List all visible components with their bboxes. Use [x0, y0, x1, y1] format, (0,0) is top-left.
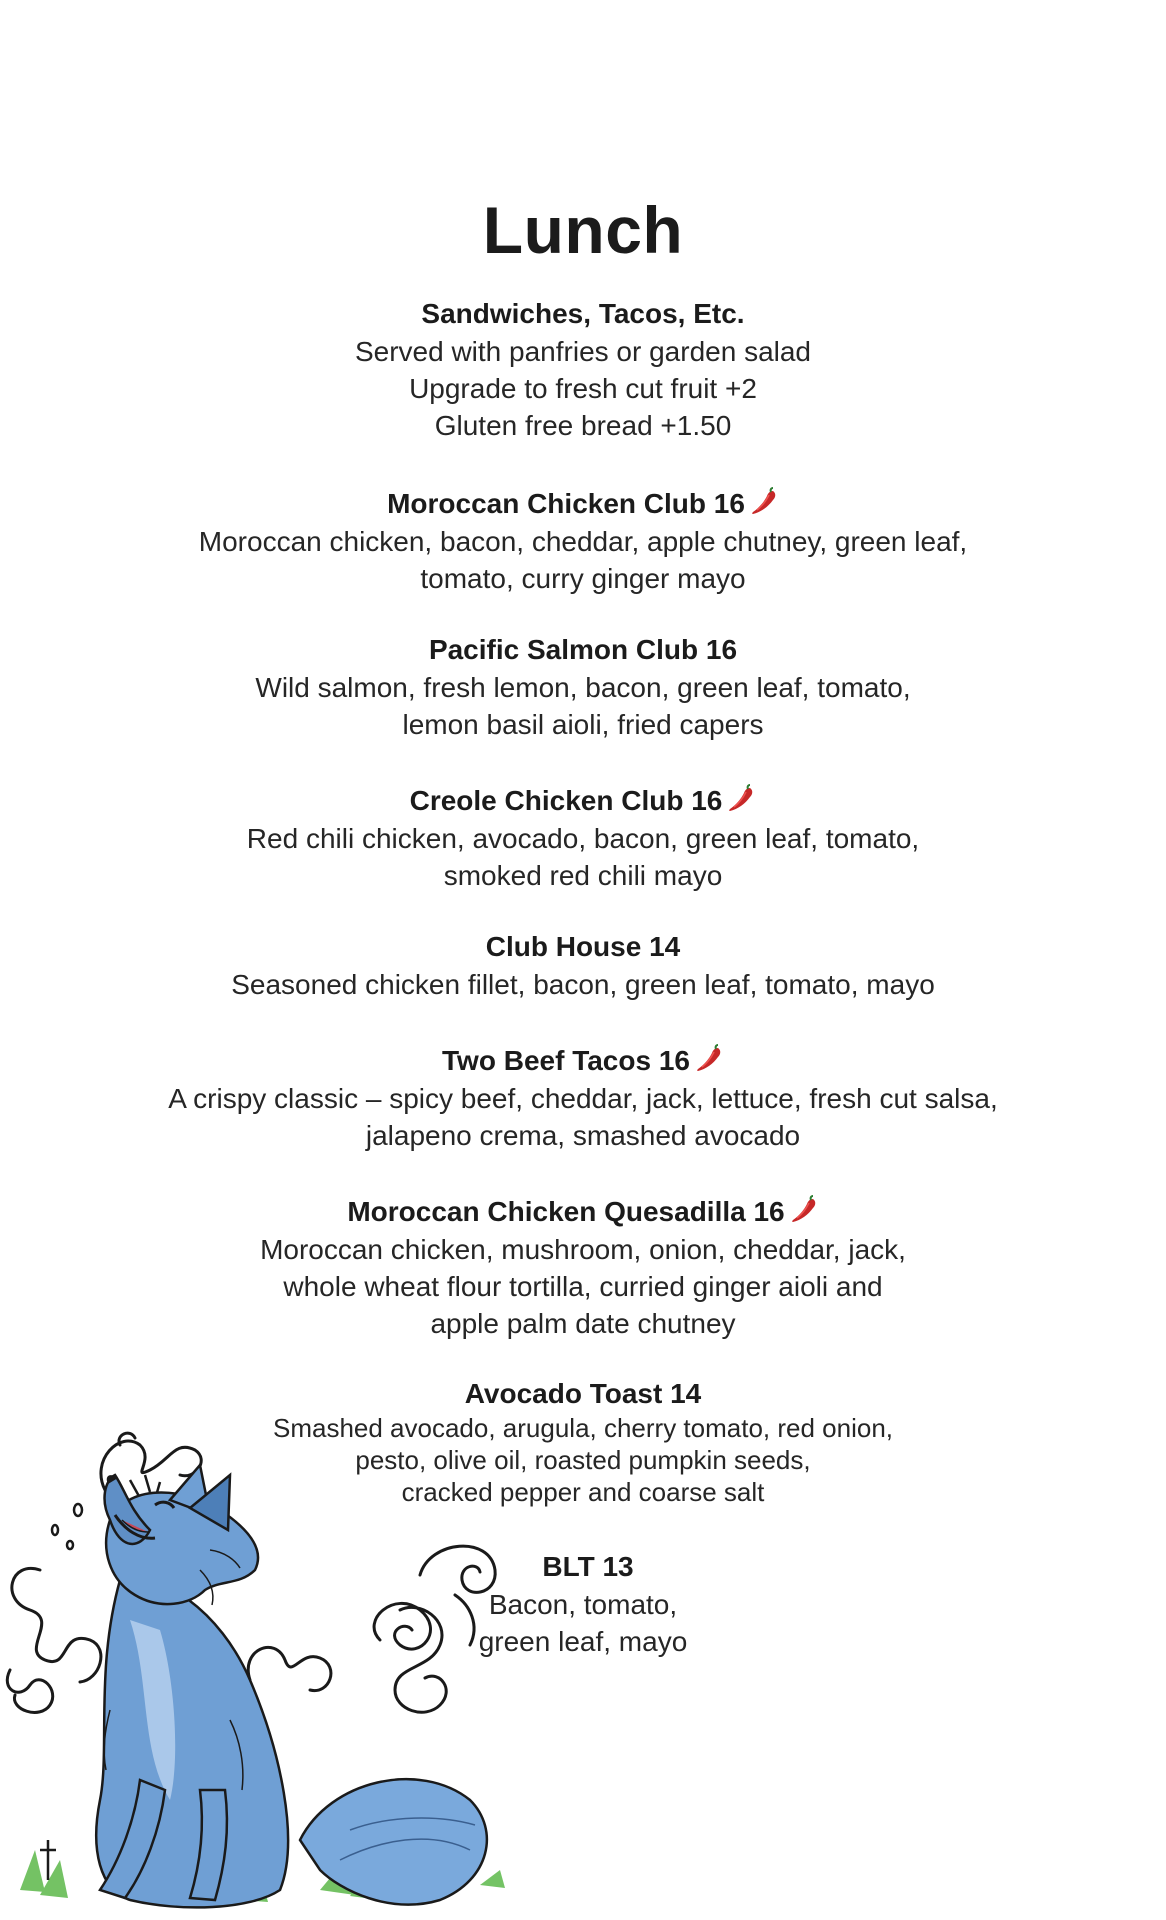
menu-item-description: green leaf, mayo	[478, 1626, 688, 1657]
menu-item-description: whole wheat flour tortilla, curried ginger aioli and	[283, 1271, 883, 1302]
menu-item-description: Bacon, tomato,	[488, 1589, 678, 1620]
chili-pepper-icon	[749, 487, 779, 517]
chili-pepper-icon	[789, 1195, 819, 1225]
menu-item-description: jalapeno crema, smashed avocado	[365, 1120, 801, 1151]
intro-line: Gluten free bread +1.50	[434, 410, 732, 441]
intro-line: Served with panfries or garden salad	[354, 336, 812, 367]
page-title: Lunch	[482, 193, 684, 267]
menu-item-name: BLT 13	[542, 1551, 634, 1582]
fox-illustration	[0, 1420, 560, 1920]
menu-item-description: tomato, curry ginger mayo	[420, 563, 746, 594]
menu-item-title	[0, 485, 1166, 523]
chili-pepper-icon	[726, 784, 756, 814]
menu-item-name: Club House 14	[485, 931, 681, 962]
menu-item-description: Moroccan chicken, bacon, cheddar, apple chutney, green leaf,	[198, 526, 968, 557]
menu-item-name: Two Beef Tacos 16	[442, 1045, 690, 1076]
menu-item-description: smoked red chili mayo	[443, 860, 723, 891]
menu-item-description: Moroccan chicken, mushroom, onion, cheddar, jack,	[260, 1234, 906, 1265]
menu-item-name: Creole Chicken Club 16	[409, 785, 723, 816]
menu-item-description: lemon basil aioli, fried capers	[402, 709, 764, 740]
menu-item-description: A crispy classic – spicy beef, cheddar, jack, lettuce, fresh cut salsa,	[168, 1083, 998, 1114]
menu-item	[0, 1042, 1166, 1154]
menu-item	[0, 631, 1166, 743]
menu-item-name: Moroccan Chicken Club 16	[387, 488, 745, 519]
menu-item-title	[0, 1193, 1166, 1231]
menu-item	[0, 1193, 1166, 1342]
menu-item	[0, 1548, 1166, 1660]
menu-item-description: pesto, olive oil, roasted pumpkin seeds,	[355, 1445, 811, 1475]
menu-item-description: cracked pepper and coarse salt	[401, 1477, 765, 1507]
menu-item-description: Seasoned chicken fillet, bacon, green leaf, tomato, mayo	[231, 969, 935, 1000]
chili-pepper-icon	[694, 1044, 724, 1074]
menu-item	[0, 782, 1166, 894]
menu-item	[0, 928, 1166, 1003]
menu-item-title	[0, 782, 1166, 820]
intro-line: Upgrade to fresh cut fruit +2	[409, 373, 757, 404]
menu-item-description: Red chili chicken, avocado, bacon, green leaf, tomato,	[246, 823, 920, 854]
menu-item-name: Moroccan Chicken Quesadilla 16	[347, 1196, 785, 1227]
section-heading: Sandwiches, Tacos, Etc.	[421, 298, 745, 329]
menu-item-description: Smashed avocado, arugula, cherry tomato, red onion,	[272, 1413, 894, 1443]
menu-item-description: apple palm date chutney	[430, 1308, 736, 1339]
menu-item-name: Avocado Toast 14	[464, 1378, 702, 1409]
menu-item-description: Wild salmon, fresh lemon, bacon, green leaf, tomato,	[255, 672, 911, 703]
section-intro	[0, 295, 1166, 444]
menu-item-title	[0, 1042, 1166, 1080]
menu-item-name: Pacific Salmon Club 16	[428, 634, 738, 665]
menu-item	[0, 485, 1166, 597]
